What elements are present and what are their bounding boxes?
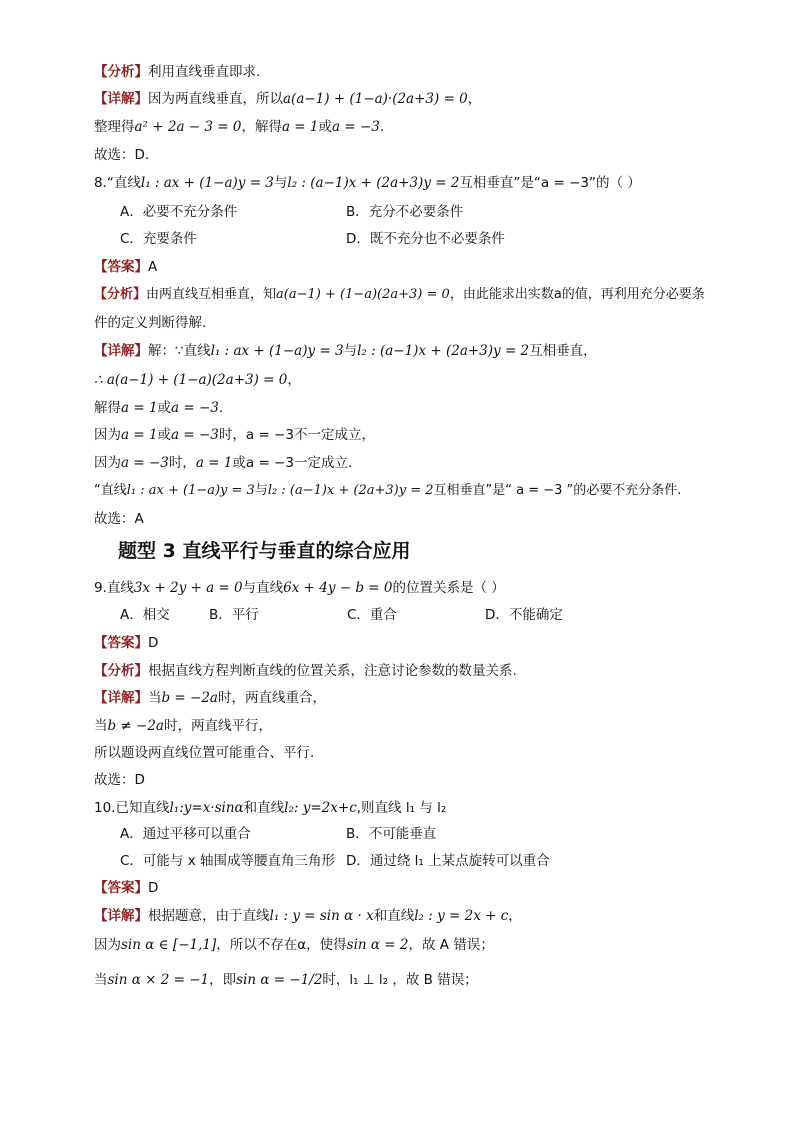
section-heading: 题型 3 直线平行与垂直的综合应用 <box>118 540 411 562</box>
option-a: A．相交 <box>120 607 170 623</box>
analysis-line: 【分析】由两直线互相垂直，知a(a−1) + (1−a)(2a+3) = 0，由此能求出实数a的值，再利用充分必要条 <box>94 287 705 302</box>
option-b: B．充分不必要条件 <box>346 204 464 220</box>
option-a: A．必要不充分条件 <box>120 204 238 220</box>
analysis-tag: 【分析】 <box>94 663 148 679</box>
q8-options-row1 <box>120 202 733 222</box>
option-d: D．既不充分也不必要条件 <box>346 231 505 247</box>
solution-line: 【详解】解：∵直线l₁ : ax + (1−a)y = 3与l₂ : (a−1)x + (2a+3)y = 2互相垂直， <box>94 343 597 359</box>
option-c: C．充要条件 <box>120 231 197 247</box>
analysis-line-cont: 件的定义判断得解. <box>94 315 207 331</box>
solution-tag: 【详解】 <box>94 908 148 924</box>
option-b: B．不可能垂直 <box>346 826 437 842</box>
simplify-line: 整理得a² + 2a − 3 = 0，解得a = 1或a = −3. <box>94 119 385 135</box>
option-d: D．不能确定 <box>485 607 563 623</box>
option-c: C．重合 <box>347 607 397 623</box>
analysis-tag: 【分析】 <box>94 64 148 80</box>
q8-options-row2 <box>120 229 733 249</box>
choice-line: 故选：D <box>94 772 145 788</box>
conclusion-line: “直线l₁ : ax + (1−a)y = 3与l₂ : (a−1)x + (2a+3)y = 2互相垂直”是“ a = −3 ”的必要不充分条件. <box>94 483 682 498</box>
summary-line: 所以题设两直线位置可能重合、平行. <box>94 745 315 761</box>
answer-tag: 【答案】 <box>94 635 148 651</box>
question-9: 9.直线3x + 2y + a = 0与直线6x + 4y − b = 0的位置关系是（ ） <box>94 580 505 596</box>
answer-line: 【答案】D <box>94 635 159 651</box>
q10-options-row2 <box>120 851 733 871</box>
solution-tag: 【详解】 <box>94 91 148 107</box>
question-8: 8.“直线l₁ : ax + (1−a)y = 3与l₂ : (a−1)x + (2a+3)y = 2互相垂直”是“a = −3”的（ ） <box>94 175 641 191</box>
option-b: B．平行 <box>209 607 259 623</box>
option-d: D．通过绕 l₁ 上某点旋转可以重合 <box>346 853 550 869</box>
answer-tag: 【答案】 <box>94 880 148 896</box>
q9-options <box>120 605 733 625</box>
choice-line: 故选：A <box>94 511 144 527</box>
analysis-tag: 【分析】 <box>94 287 147 302</box>
q10-options-row1 <box>120 824 733 844</box>
option-c: C．可能与 x 轴围成等腰直角三角形 <box>120 853 335 869</box>
option-a: A．通过平移可以重合 <box>120 826 251 842</box>
case-line: 当b ≠ −2a时，两直线平行， <box>94 718 272 734</box>
reason-line: 当sin α × 2 = −1，即sin α = −1/2时，l₁ ⊥ l₂ ，故 B 错误； <box>94 972 478 988</box>
analysis-line: 【分析】根据直线方程判断直线的位置关系，注意讨论参数的数量关系. <box>94 663 517 679</box>
solution-line: 【详解】当b = −2a时，两直线重合， <box>94 690 326 706</box>
answer-line: 【答案】A <box>94 259 158 275</box>
solution-line: 【详解】根据题意，由于直线l₁ : y = sin α · x和直线l₂ : y = 2x + c， <box>94 908 522 924</box>
solution-line: 【详解】因为两直线垂直，所以a(a−1) + (1−a)·(2a+3) = 0， <box>94 91 482 107</box>
reason-line: 因为sin α ∈ [−1,1]，所以不存在α，使得sin α = 2，故 A 错误； <box>94 937 494 953</box>
answer-tag: 【答案】 <box>94 259 148 275</box>
solution-tag: 【详解】 <box>94 343 148 359</box>
solve-line: 解得a = 1或a = −3. <box>94 400 224 416</box>
reason-line: 因为a = −3时，a = 1或a = −3一定成立. <box>94 455 353 471</box>
analysis-line: 【分析】利用直线垂直即求. <box>94 64 261 80</box>
equation-line: ∴ a(a−1) + (1−a)(2a+3) = 0， <box>94 372 301 388</box>
solution-tag: 【详解】 <box>94 690 148 706</box>
answer-line: 【答案】D <box>94 880 159 896</box>
question-10: 10.已知直线l₁:y=x·sinα和直线l₂: y=2x+c,则直线 l₁ 与 l₂ <box>94 800 447 816</box>
reason-line: 因为a = 1或a = −3时，a = −3不一定成立， <box>94 427 375 443</box>
choice-line: 故选：D. <box>94 147 150 163</box>
